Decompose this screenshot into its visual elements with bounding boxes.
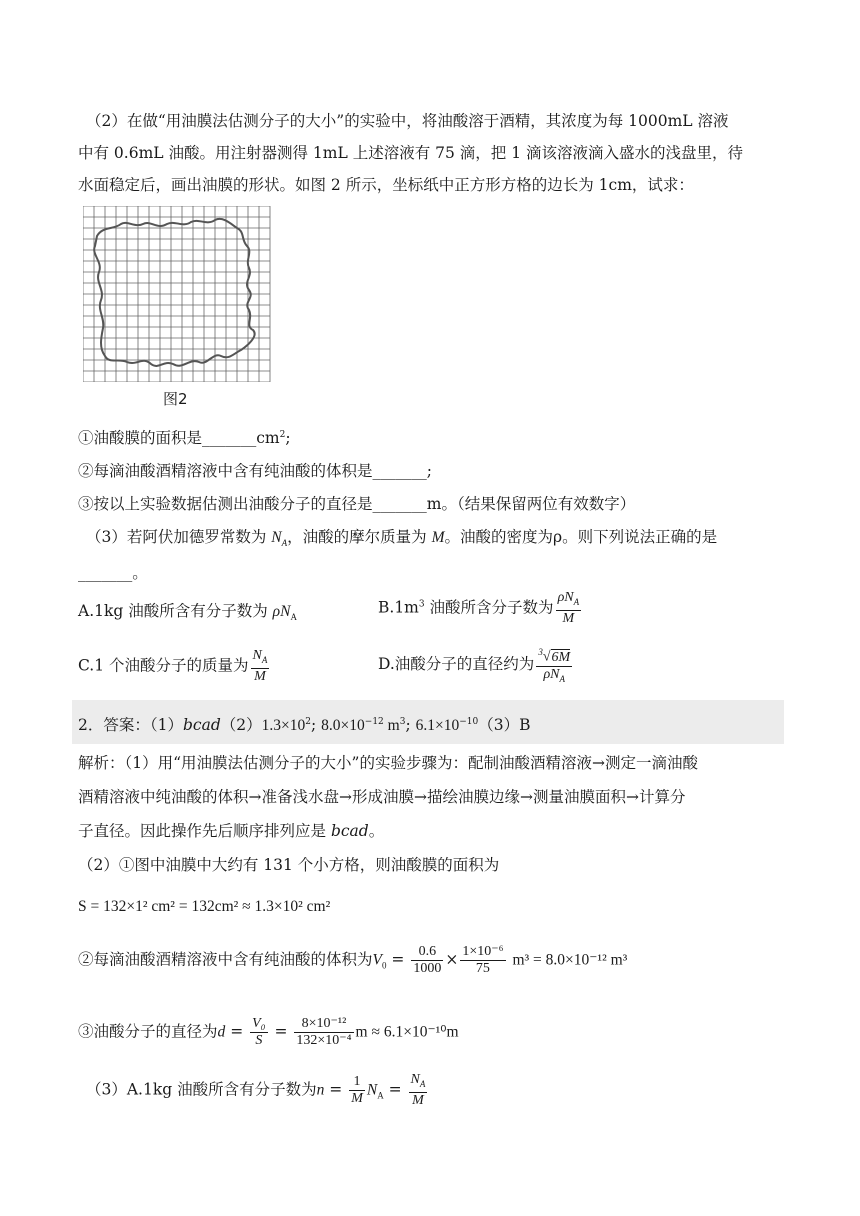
q2-line-2: 中有 0.6mL 油酸。用注射器测得 1mL 上述溶液有 75 滴，把 1 滴该溶液滴入盛水的浅盘里，待 — [78, 144, 743, 162]
q2-line-1: （2）在做“用油膜法估测分子的大小”的实验中，将油酸溶于酒精，其浓度为每 1000mL 溶液 — [86, 112, 729, 130]
q2-sub-2: ②每滴油酸酒精溶液中含有纯油酸的体积是_______; — [78, 462, 432, 480]
q2-sub-3: ③按以上实验数据估测出油酸分子的直径是_______m。（结果保留两位有效数字） — [78, 495, 636, 513]
oil-film-grid-figure — [83, 206, 273, 382]
q3-line-1: （3）若阿伏加德罗常数为 $N_A$，油酸的摩尔质量为 M。油酸的密度为ρ。则下列说法正确的是 — [86, 528, 718, 549]
analysis-diameter-equation: ③油酸分子的直径为d = $\frac{\text{V₀}}{S}$ = $\frac{\text{8×10⁻¹²}}{\text{132×10⁻⁴}}$ m ≈ 6.1×10⁻¹⁰m — [78, 1016, 459, 1048]
analysis-option-a: （3）A.1kg 油酸所含有分子数为n = $\frac{1}{M}$ $N_A$ = $\frac{N_A}{M}$ — [86, 1072, 426, 1108]
analysis-volume-equation: ②每滴油酸酒精溶液中含有纯油酸的体积为$V_0$ = $\frac{0.6}{1000}$ × $\frac{\text{1×10⁻⁶}}{75}$ m³ = 8.0×10⁻¹² m³ — [78, 944, 628, 976]
q3-line-2: _______。 — [78, 564, 148, 582]
oil-film-outline — [94, 219, 254, 366]
analysis-line-2: 酒精溶液中纯油酸的体积→准备浅水盘→形成油膜→描绘油膜边缘→测量油膜面积→计算分 — [78, 788, 686, 806]
analysis-line-3: 子直径。因此操作先后顺序排列应是 bcad。 — [78, 822, 385, 840]
analysis-line-4: （2）①图中油膜中大约有 131 个小方格，则油酸膜的面积为 — [78, 856, 500, 874]
option-a: A.1kg 油酸所含有分子数为 $\rho N_A$ — [78, 602, 297, 623]
analysis-area-equation: S = 132×1² cm² = 132cm² ≈ 1.3×10² cm² — [78, 898, 331, 915]
analysis-line-1: 解析：（1）用“用油膜法估测分子的大小”的实验步骤为：配制油酸酒精溶液→测定一滴油酸 — [78, 754, 698, 772]
answer-line: 2．答案：$(1)bcad(2)1.3\times 10^2$; $8.0\times 10^{-12}$ $m^3$; $6.1\times 10^{-10}(3)B$ — [78, 716, 531, 735]
option-d: D.油酸分子的直径约为 $\frac{^3√6M}{\rho N_A}$ — [378, 644, 574, 686]
option-b: $B.1m^3$ 油酸所含分子数为 $\frac{\rho N_A}{M}$ — [378, 590, 580, 626]
option-c: C.1 个油酸分子的质量为 $\frac{N_A}{M}$ — [78, 648, 268, 684]
figure-caption: 图2 — [163, 390, 188, 408]
q2-sub-1: ①油酸膜的面积是$\_\_\_\_\_\_\_cm^2$; — [78, 429, 291, 448]
q2-line-3: 水面稳定后，画出油膜的形状。如图 2 所示，坐标纸中正方形方格的边长为 1cm，试求： — [78, 176, 694, 194]
